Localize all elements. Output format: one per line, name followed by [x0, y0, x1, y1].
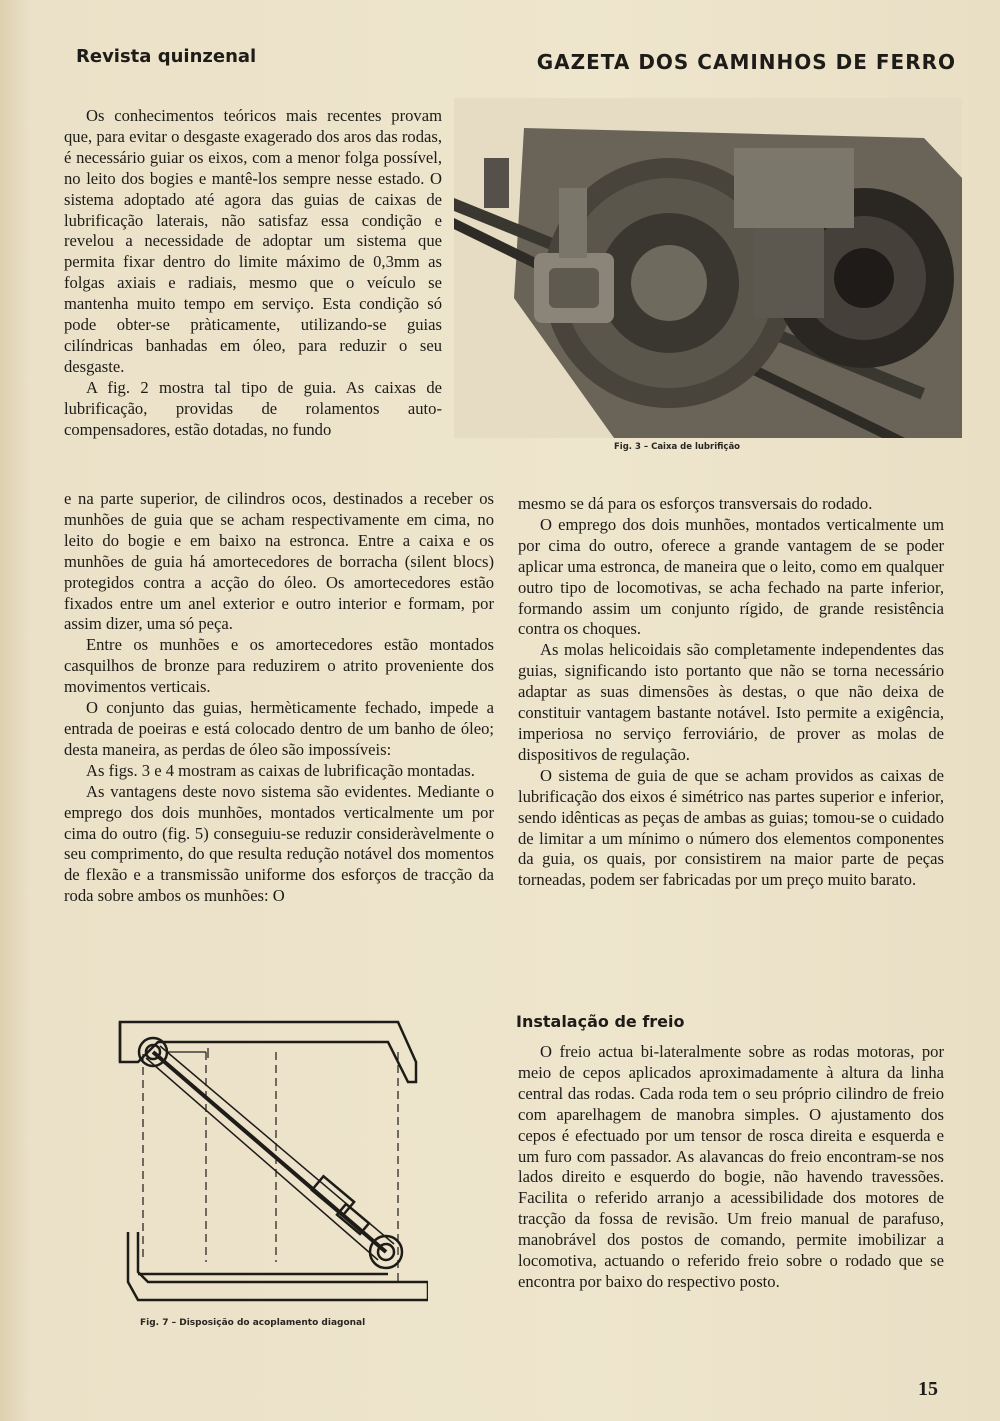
header-right: GAZETA DOS CAMINHOS DE FERRO [536, 50, 956, 74]
section-heading: Instalação de freio [516, 1012, 685, 1031]
fig3-caption: Fig. 3 – Caixa de lubrifição [614, 442, 741, 452]
column-2 [518, 494, 944, 891]
fig7-caption: Fig. 7 – Disposição do acoplamento diagonal [140, 1318, 366, 1328]
paragraph: As figs. 3 e 4 mostram as caixas de lubrificação montadas. [86, 760, 475, 780]
paragraph: As molas helicoidais são completamente independentes das guias, significando isto portanto que não se torna necessário adaptar as suas dimensões às destas, o que não deixa de constituir vantagem bastante notável. Isto permite a exigência, imperiosa no serviço ferroviário, de prover as molas de dispositivos de regulação. [518, 640, 944, 764]
paragraph: O sistema de guia de que se acham providos as caixas de lubrificação dos eixos é simétrico nas partes superior e inferior, sendo idênticas as peças de ambas as guias; tomou-se o cuidado de limitar a um mínimo o número dos elementos componentes da guia, os quais, por consistirem na maior parte de peças torneadas, podem ser fabricadas por um preço muito barato. [518, 765, 944, 890]
column-1-upper [64, 106, 442, 441]
paragraph: e na parte superior, de cilindros ocos, destinados a receber os munhões de guia que se acham respectivamente em cima, no leito do bogie e em baixo na estronca. Entre a caixa e os munhões de guia há amortecedores de borracha (silent blocs) protegidos contra a acção do óleo. Os amortecedores estão fixados entre um anel exterior e outro interior e formam, por assim dizer, uma só peça. [64, 489, 494, 634]
paragraph: O emprego dos dois munhões, montados verticalmente um por cima do outro, oferece a grande vantagem de se poder aplicar uma estronca, de maneira que o leito, como em qualquer outro tipo de locomotivas, se acha fechado na parte inferior, formando assim um conjunto rígido, de grande resistência contra os choques. [518, 514, 944, 639]
paragraph: A fig. 2 mostra tal tipo de guia. As caixas de lubrificação, providas de rolamentos auto-compensadores, estão dotadas, no fundo [64, 377, 442, 439]
header-left: Revista quinzenal [76, 46, 257, 67]
page-number: 15 [918, 1378, 938, 1400]
paragraph: mesmo se dá para os esforços transversais do rodado. [518, 494, 873, 513]
paragraph: Entre os munhões e os amortecedores estão montados casquilhos de bronze para reduzirem o atrito proveniente dos movimentos verticais. [64, 635, 494, 697]
column-1-lower [64, 489, 494, 907]
paragraph: As vantagens deste novo sistema são evidentes. Mediante o emprego dos dois munhões, montados verticalmente um por cima do outro (fig. 5) conseguiu-se reduzir consideràvelmente o seu comprimento, do que resulta redução notável dos momentos de flexão e a transmissão uniforme dos esforços de tracção da roda sobre ambos os munhões: O [64, 781, 494, 906]
paragraph: O freio actua bi-lateralmente sobre as rodas motoras, por meio de cepos aplicados aproximadamente à altura da linha central das rodas. Cada roda tem o seu próprio cilindro de freio com aparelhagem de manobra simples. O ajustamento dos cepos é efectuado por um tensor de rosca direita e esquerda e um furo com passador. As alavancas do freio encontram-se nos lados direito e esquerdo do bogie, não havendo travessões. Facilita o referido arranjo a acessibilidade dos motores de tracção da fossa de revisão. Um freio manual de parafuso, manobrável dos postos de comando, permite imobilizar a locomotiva, actuando o referido freio sobre o rodado que se encontra por baixo do respectivo posto. [518, 1042, 944, 1291]
paragraph: Os conhecimentos teóricos mais recentes provam que, para evitar o desgaste exagerado dos aros das rodas, é necessário guiar os eixos, com a menor folga possível, no leito dos bogies e mantê-los sempre nesse estado. O sistema adoptado até agora das guias de caixas de lubrificação laterais, não satisfaz essa condição e revelou a necessidade de adoptar um sistema que permita fixar dentro do limite máximo de 0,3mm as folgas axiais e radiais, mesmo que o veículo se mantenha muito tempo em serviço. Esta condição só pode obter-se pràticamente, utilizando-se guias cilíndricas banhadas em óleo, para reduzir o seu desgaste. [64, 106, 442, 376]
paragraph: O conjunto das guias, hermèticamente fechado, impede a entrada de poeiras e está colocado dentro de um banho de óleo; desta maneira, as perdas de óleo são impossíveis: [64, 698, 494, 759]
axle-box-photo [454, 98, 962, 438]
column-2-brake [518, 1042, 944, 1293]
diagonal-coupling-diagram [98, 1012, 428, 1312]
